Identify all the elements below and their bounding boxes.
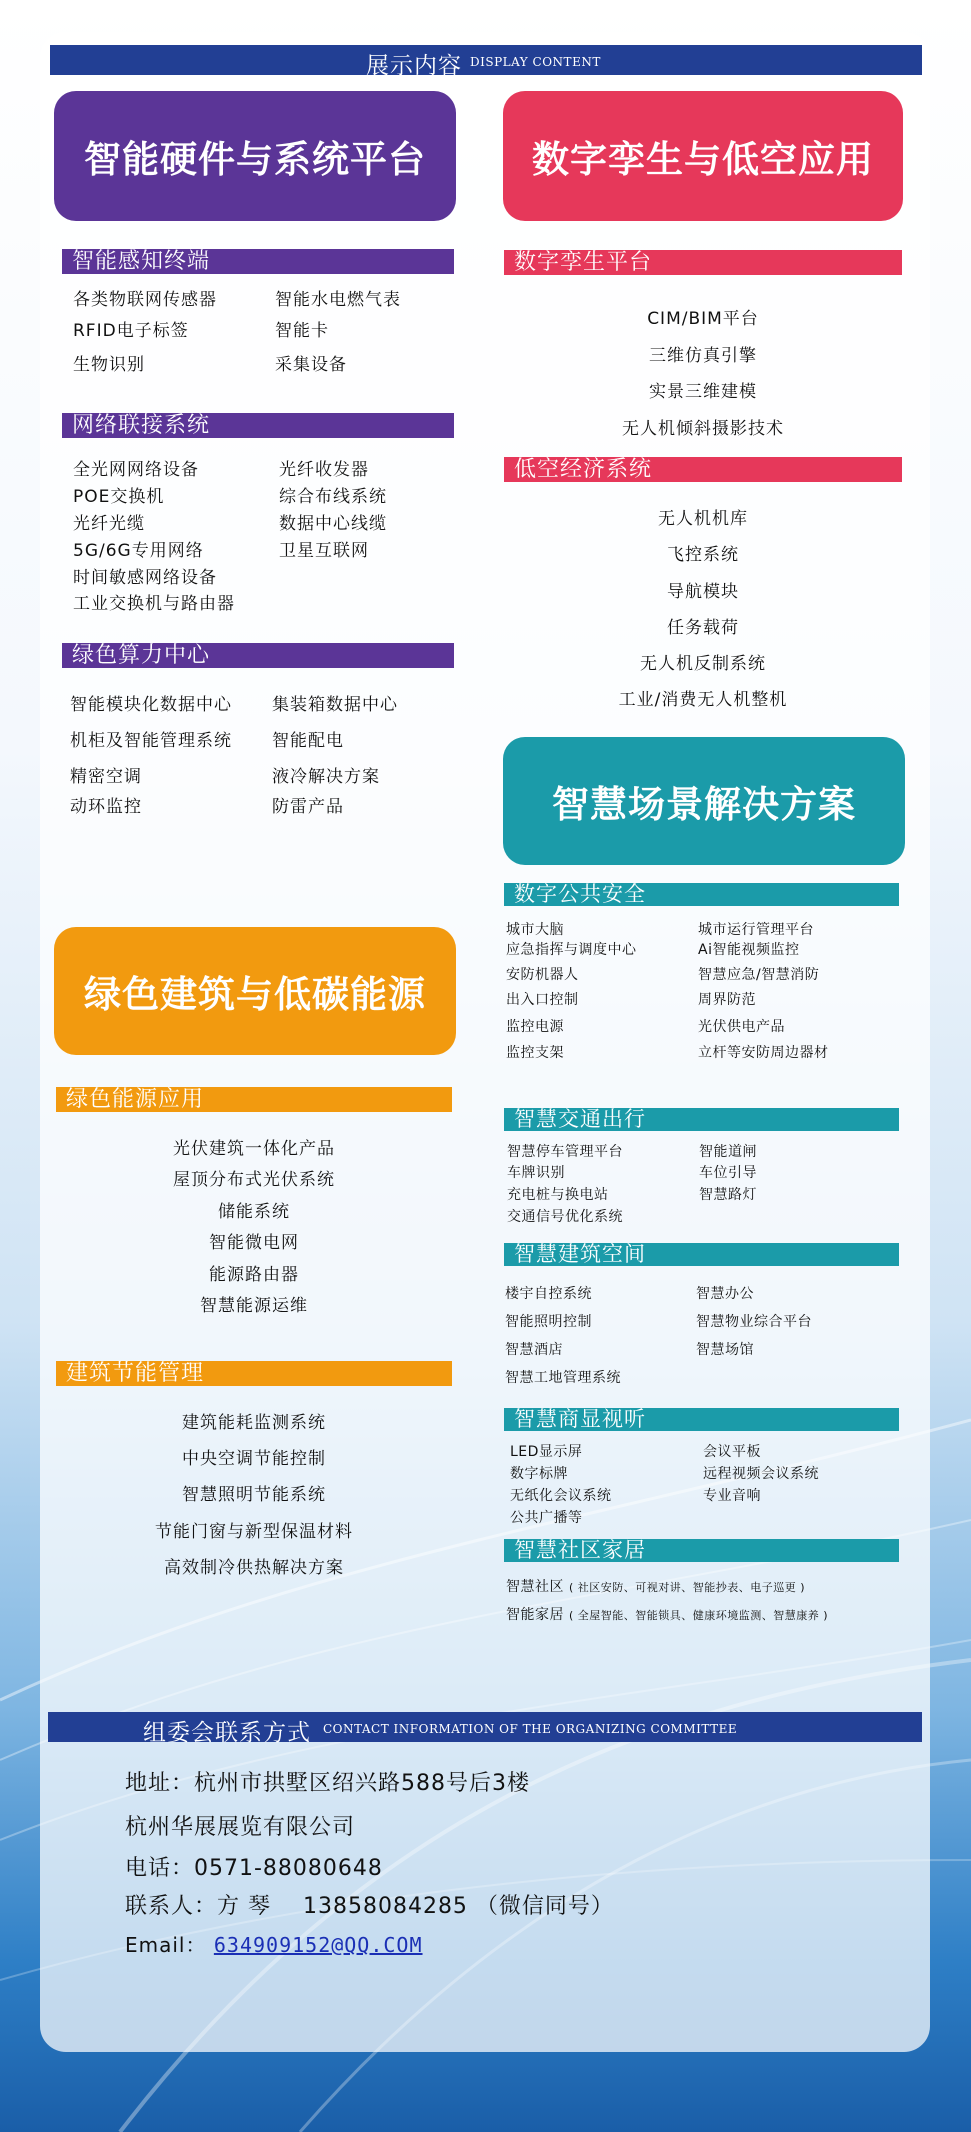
list-item: 数字标牌 [510,1466,568,1482]
list-item: 智能微电网 [209,1233,299,1253]
list-item: 机柜及智能管理系统 [70,731,232,751]
list-item: 智慧物业综合平台 [696,1314,812,1330]
list-item: 智慧场馆 [696,1342,754,1358]
digital-twin-title-banner [503,91,903,221]
list-item: 工业/消费无人机整机 [618,690,788,710]
list-item: 周界防范 [698,992,756,1008]
list-item: 智慧办公 [696,1286,754,1302]
list-item: 防雷产品 [272,797,344,817]
list-item: 楼宇自控系统 [505,1286,592,1302]
list-item: 三维仿真引擎 [649,346,757,366]
list-item: 节能门窗与新型保温材料 [155,1522,353,1542]
community-line [506,1576,805,1596]
list-item: 智慧照明节能系统 [182,1485,326,1505]
list-item: 储能系统 [218,1202,290,1222]
email-link[interactable]: 634909152@QQ.COM [213,1933,423,1957]
hardware-title-banner [54,91,456,221]
list-item: 无人机倾斜摄影技术 [622,419,784,439]
list-item: 立杆等安防周边器材 [698,1045,829,1061]
contact-header [48,1712,922,1746]
list-item: 会议平板 [703,1444,761,1460]
home-line [506,1604,828,1624]
list-item: 无人机机库 [658,509,748,529]
phone: 电话：0571-88080648 [125,1856,383,1881]
list-item: 智慧酒店 [505,1342,563,1358]
list-item: 智慧停车管理平台 [507,1144,623,1160]
list-item: 智慧工地管理系统 [505,1370,621,1386]
list-item: 中央空调节能控制 [182,1449,326,1469]
list-item: 实景三维建模 [649,382,757,402]
section-smart-building: 智慧建筑空间 [504,1243,899,1266]
list-item: 动环监控 [70,797,142,817]
hardware-title: 智能硬件与系统平台 [84,137,426,181]
section-commercial-av: 智慧商显视听 [504,1408,899,1431]
list-item: 应急指挥与调度中心 [506,942,637,958]
list-item: 无人机反制系统 [640,654,766,674]
list-item: 光纤光缆 [73,514,145,534]
list-item: 公共广播等 [510,1510,583,1526]
green-building-title-banner [54,927,456,1055]
list-item: 智能卡 [275,321,329,341]
list-item: RFID电子标签 [73,321,189,341]
list-item: 集装箱数据中心 [272,695,398,715]
list-item: 时间敏感网络设备 [73,568,217,588]
list-item: 任务载荷 [667,618,739,638]
list-item: 精密空调 [70,767,142,787]
digital-twin-title: 数字孪生与低空应用 [532,137,874,181]
list-item: 光纤收发器 [279,460,369,480]
list-item: 远程视频会议系统 [703,1466,819,1482]
header-title-en: DISPLAY CONTENT [470,55,601,69]
list-item: 专业音响 [703,1488,761,1504]
list-item: 综合布线系统 [279,487,387,507]
header-title-zh: 展示内容 [366,53,462,79]
list-item: 车牌识别 [507,1165,565,1181]
list-item: 智能照明控制 [505,1314,592,1330]
home-note: ( 全屋智能、智能锁具、健康环境监测、智慧康养 ) [568,1609,829,1622]
list-item: 充电桩与换电站 [507,1187,609,1203]
list-item: Ai智能视频监控 [698,942,800,958]
list-item: 采集设备 [275,355,347,375]
list-item: 安防机器人 [506,967,579,983]
list-item: 光伏建筑一体化产品 [173,1139,335,1159]
address: 地址：杭州市拱墅区绍兴路588号后3楼 [125,1771,530,1796]
section-building-energy-management: 建筑节能管理 [56,1361,452,1386]
list-item: 导航模块 [667,582,739,602]
contact-title-en: CONTACT INFORMATION OF THE ORGANIZING COMMITTEE [323,1722,738,1736]
list-item: 监控电源 [506,1019,564,1035]
list-item: POE交换机 [73,487,165,507]
list-item: 智能道闸 [699,1144,757,1160]
list-item: 交通信号优化系统 [507,1209,623,1225]
list-item: 智慧能源运维 [200,1296,308,1316]
list-item: 智慧路灯 [699,1187,757,1203]
list-item: 智慧应急/智慧消防 [698,967,820,983]
display-content-header [50,45,922,79]
smart-scene-title: 智慧场景解决方案 [552,782,856,826]
contact-person: 联系人：方 琴 13858084285 （微信同号） [125,1894,614,1919]
community-label: 智慧社区 [506,1579,564,1595]
section-network-systems: 网络联接系统 [62,413,454,438]
list-item: 光伏供电产品 [698,1019,785,1035]
section-digital-twin-platform: 数字孪生平台 [504,250,902,275]
list-item: 卫星互联网 [279,541,369,561]
list-item: 无纸化会议系统 [510,1488,612,1504]
list-item: 飞控系统 [667,545,739,565]
section-public-safety: 数字公共安全 [504,883,899,906]
section-low-altitude-systems: 低空经济系统 [504,457,902,482]
contact-title-zh: 组委会联系方式 [143,1720,311,1746]
list-item: 能源路由器 [209,1265,299,1285]
list-item: 车位引导 [699,1165,757,1181]
list-item: 智能配电 [272,731,344,751]
list-item: LED显示屏 [510,1444,583,1460]
list-item: 全光网网络设备 [73,460,199,480]
section-green-computing: 绿色算力中心 [62,643,454,668]
list-item: 高效制冷供热解决方案 [164,1558,344,1578]
list-item: 生物识别 [73,355,145,375]
section-smart-community: 智慧社区家居 [504,1539,899,1562]
smart-scene-title-banner [503,737,905,865]
company-name: 杭州华展展览有限公司 [125,1815,356,1840]
list-item: 液冷解决方案 [272,767,380,787]
list-item: 建筑能耗监测系统 [182,1413,326,1433]
community-note: ( 社区安防、可视对讲、智能抄表、电子巡更 ) [568,1581,806,1594]
list-item: 屋顶分布式光伏系统 [173,1170,335,1190]
list-item: 城市运行管理平台 [698,922,814,938]
list-item: 智能模块化数据中心 [70,695,232,715]
section-sensing-terminals: 智能感知终端 [62,249,454,274]
list-item: 城市大脑 [506,922,564,938]
list-item: CIM/BIM平台 [647,309,759,329]
list-item: 5G/6G专用网络 [73,541,204,561]
list-item: 各类物联网传感器 [73,290,217,310]
list-item: 出入口控制 [506,992,579,1008]
green-building-title: 绿色建筑与低碳能源 [84,972,426,1016]
list-item: 数据中心线缆 [279,514,387,534]
email-line [125,1929,423,1958]
home-label: 智能家居 [506,1607,564,1623]
email-label: Email： [125,1933,207,1957]
section-smart-transport: 智慧交通出行 [504,1108,899,1131]
section-green-energy: 绿色能源应用 [56,1087,452,1112]
list-item: 智能水电燃气表 [275,290,401,310]
list-item: 监控支架 [506,1045,564,1061]
list-item: 工业交换机与路由器 [73,594,235,614]
